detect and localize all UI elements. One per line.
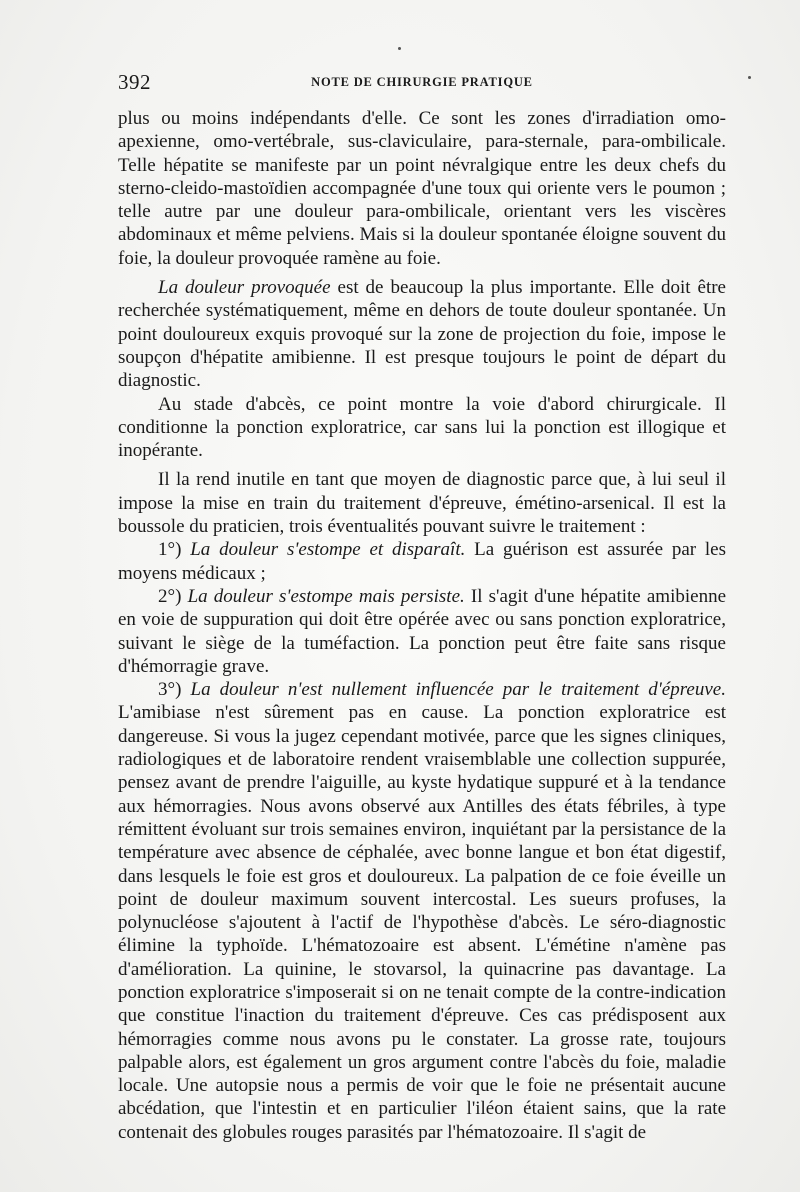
running-title: NOTE DE CHIRURGIE PRATIQUE <box>311 75 533 89</box>
paragraph-text: plus ou moins indépendants d'elle. Ce sont les zones d'irradiation omo-apexienne, omo-vertébrale, sus-claviculaire, para-sternale, para-ombilicale. Telle hépatite se manifeste par un point névralgique entre les deux chefs du sterno-cleido-mastoïdien accompagnée d'une toux qui oriente vers le poumon ; telle autre par une douleur para-ombilicale, orientant vers les viscères abdominaux et même pelviens. Mais si la douleur spontanée éloigne souvent du foie, la douleur provoquée ramène au foie. <box>118 108 726 269</box>
paragraph-text: Il la rend inutile en tant que moyen de diagnostic parce que, à lui seul il impose la mise en train du traitement d'épreuve, émétino-arsenical. Il est la boussole du praticien, trois éventualités pouvant suivre le traitement : <box>118 469 726 538</box>
list-number: 3°) <box>158 679 191 701</box>
paragraph-lead-italic: La douleur provoquée <box>158 277 331 299</box>
print-speck <box>398 47 401 50</box>
paragraph-text: est de beaucoup la plus importante. Elle doit être recherchée systématiquement, même en dehors de toute douleur spontanée. Un point douloureux exquis provoqué sur la zone de projection du foie, impose le soupçon d'hépatite amibienne. Il est presque toujours le point de départ du diagnostic. <box>118 277 726 392</box>
paragraph <box>118 107 726 270</box>
list-lead-italic: La douleur n'est nullement influencée par le traitement d'épreuve. <box>190 679 726 701</box>
paragraph <box>118 393 726 463</box>
list-item <box>118 678 726 1144</box>
page-number: 392 <box>118 70 151 94</box>
list-item <box>118 538 726 585</box>
list-number: 1°) <box>158 539 191 561</box>
paragraph <box>118 276 726 392</box>
list-item <box>118 585 726 678</box>
body-text <box>118 107 726 1144</box>
list-lead-italic: La douleur s'estompe mais persiste. <box>187 585 465 607</box>
print-speck <box>748 76 751 79</box>
list-lead-italic: La douleur s'estompe et disparaît. <box>190 539 466 561</box>
list-number: 2°) <box>158 585 188 607</box>
list-text: L'amibiase n'est sûrement pas en cause. La ponction exploratrice est dangereuse. Si vous la jugez cependant motivée, parce que les signes cliniques, radiologiques et de laboratoire rendent vraisemblable une collection suppurée, pensez avant de prendre l'aiguille, au kyste hydatique suppuré et à la tendance aux hémorragies. Nous avons observé aux Antilles des états fébriles, à type rémittent évoluant sur trois semaines environ, inquiétant par la persistance de la température avec absence de céphalée, avec bonne langue et bon état digestif, dans lesquels le foie est gros et douloureux. La palpation de ce foie éveille un point de douleur maximum souvent intercostal. Les sueurs profuses, la polynucléose s'ajoutent à l'actif de l'hypothèse d'abcès. Le séro-diagnostic élimine la typhoïde. L'hématozoaire est absent. L'émétine n'amène pas d'amélioration. La quinine, le stovarsol, la quinacrine pas davantage. La ponction exploratrice s'imposerait si on ne tenait compte de la contre-indication que constitue l'inaction du traitement d'épreuve. Ces cas prédisposent aux hémorragies comme nous avons pu le constater. La grosse rate, toujours palpable alors, est également un gros argument contre l'abcès du foie, maladie locale. Une autopsie nous a permis de voir que le foie ne présentait aucune abcédation, que l'intestin et en particulier l'iléon étaient sains, que la rate contenait des globules rouges parasités par l'hématozoaire. Il s'agit de <box>118 702 726 1143</box>
paragraph <box>118 468 726 538</box>
list-text: La guérison est assurée par les moyens médicaux ; <box>118 539 726 584</box>
page-header <box>118 70 726 94</box>
list-text: Il s'agit d'une hépatite amibienne en voie de suppuration qui doit être opérée avec ou sans ponction exploratrice, suivant le siège de la tuméfaction. La ponction peut être faite sans risque d'hémorragie grave. <box>118 585 727 677</box>
paragraph-text: Au stade d'abcès, ce point montre la voie d'abord chirurgicale. Il conditionne la ponction exploratrice, car sans lui la ponction est illogique et inopérante. <box>118 393 726 462</box>
